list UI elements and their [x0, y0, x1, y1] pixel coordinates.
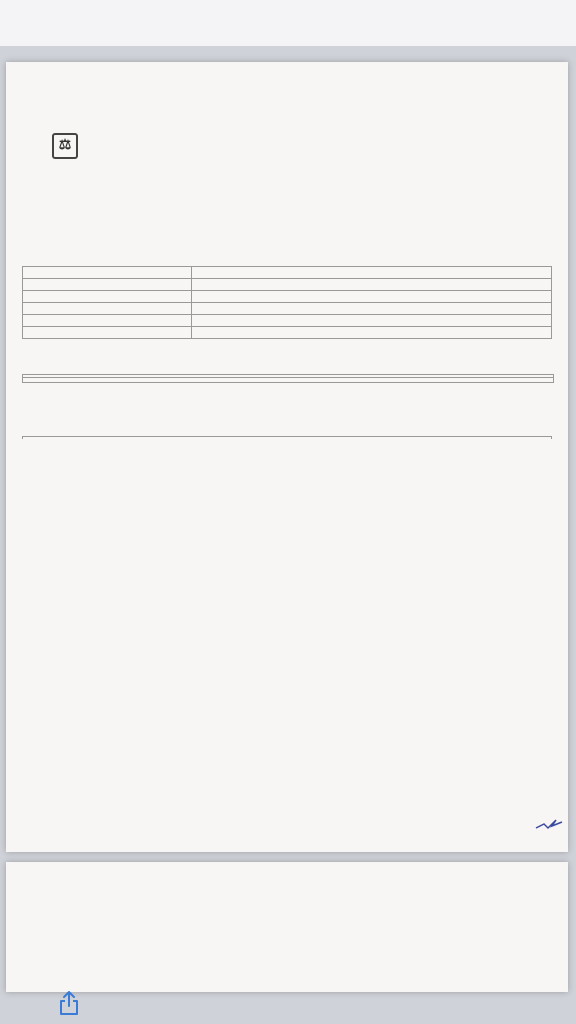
sample-info-table	[22, 266, 552, 339]
share-icon[interactable]	[58, 990, 80, 1016]
analysis-heading	[22, 436, 552, 439]
document-page-1	[6, 62, 568, 852]
info-label	[23, 291, 192, 303]
scales-icon: ⚖	[52, 133, 78, 159]
info-value	[192, 303, 552, 315]
document-page-2	[6, 862, 568, 992]
info-row	[23, 267, 552, 279]
info-label	[23, 267, 192, 279]
company-logo	[52, 132, 84, 159]
info-value	[192, 279, 552, 291]
info-label	[23, 315, 192, 327]
info-value	[192, 315, 552, 327]
info-label	[23, 279, 192, 291]
info-row	[23, 279, 552, 291]
signature-mark	[534, 816, 564, 834]
sample-description-text	[23, 378, 553, 382]
info-row	[23, 303, 552, 315]
info-label	[23, 327, 192, 339]
report-meta	[378, 228, 424, 256]
info-value	[192, 267, 552, 279]
info-row	[23, 327, 552, 339]
info-row	[23, 315, 552, 327]
viewer-title-bar	[0, 0, 576, 46]
info-row	[23, 291, 552, 303]
info-label	[23, 303, 192, 315]
sample-description	[22, 374, 554, 383]
info-value	[192, 291, 552, 303]
info-value	[192, 327, 552, 339]
